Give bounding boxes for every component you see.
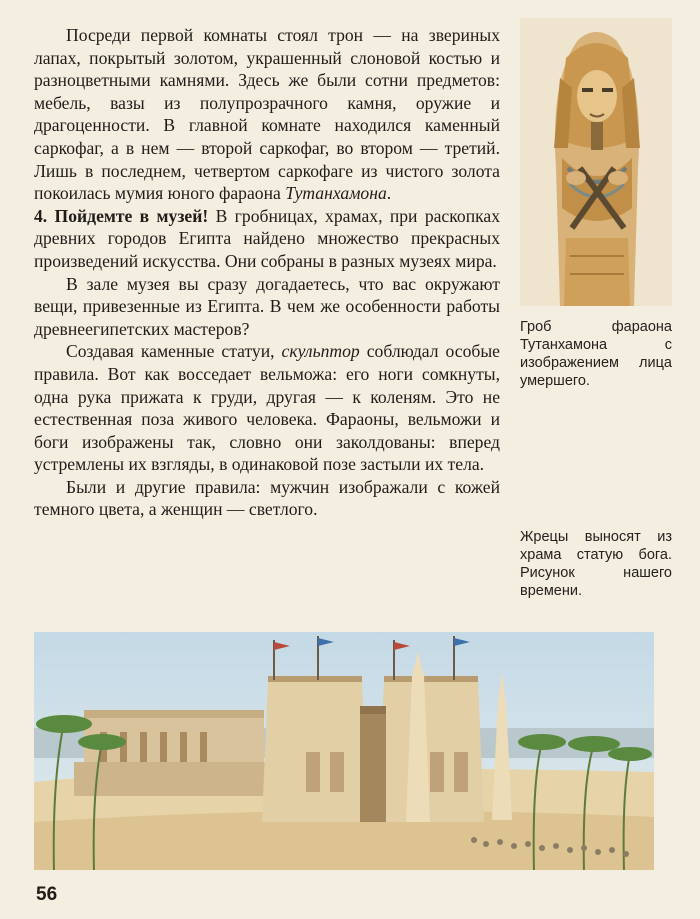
temple-drawing [34,632,654,870]
paragraph-rules: Были и другие правила: мужчин изображали с кожей темного цвета, а женщин — светлого. [34,476,500,520]
temple-illustration [34,632,654,870]
pharaoh-name: Тутанхамона [285,183,387,204]
paragraph-hall: В зале музея вы сразу догадаетесь, что вас окружают вещи, привезенные из Египта. В чем же особенности работы древнеегипетских мастеров? [34,273,500,339]
paragraph-tomb-end: . [386,183,392,204]
coffin-drawing [520,18,672,306]
paragraph-tomb-text: Посреди первой комнаты стоял трон — на звериных лапах, покрытый золотом, украшенный слоновой костью и разноцветными камнями. Здесь же были сотни предметов: мебель, вазы из полупрозрачного камня, оружие и драгоценности. В главной комнате находился каменный саркофаг, а в нем — второй саркофаг, во втором — третий. Лишь в последнем, четвертом саркофаге из чистого золота покоилась мумия юного фараона [34,25,500,204]
main-text [34,24,500,521]
paragraph-sculptor [34,340,500,476]
paragraph-sculptor-start: Создавая каменные статуи, [66,341,282,362]
paragraph-tomb [34,24,500,205]
paragraph-museum [34,205,500,273]
caption-priests: Жрецы выносят из храма статую бога. Рисунок нашего времени. [520,529,672,599]
sculptor-term: скульптор [281,341,360,362]
section-heading: 4. Пойдемте в музей! [34,205,209,226]
tutankhamun-coffin-illustration [520,18,672,306]
caption-coffin: Гроб фараона Тутанхамона с изображением лица умершего. [520,319,672,389]
page-number: 56 [36,884,58,905]
paragraph-museum-text: В гробницах, храмах, при раскопках древних городов Египта найдено множество прекрасных произведений искусства. Они собраны в разных музеях мира. [34,205,500,271]
paragraph-sculptor-rest: соблюдал особые правила. Вот как восседает вельможа: его ноги сомкнуты, одна рука прижата к груди, другая — к коленям. Это не естественная поза живого человека. Фараоны, вельможи и боги изображены так, словно они заколдованы: вперед устремлены их взгляды, в одинаковой позе застыли их тела. [34,341,500,475]
